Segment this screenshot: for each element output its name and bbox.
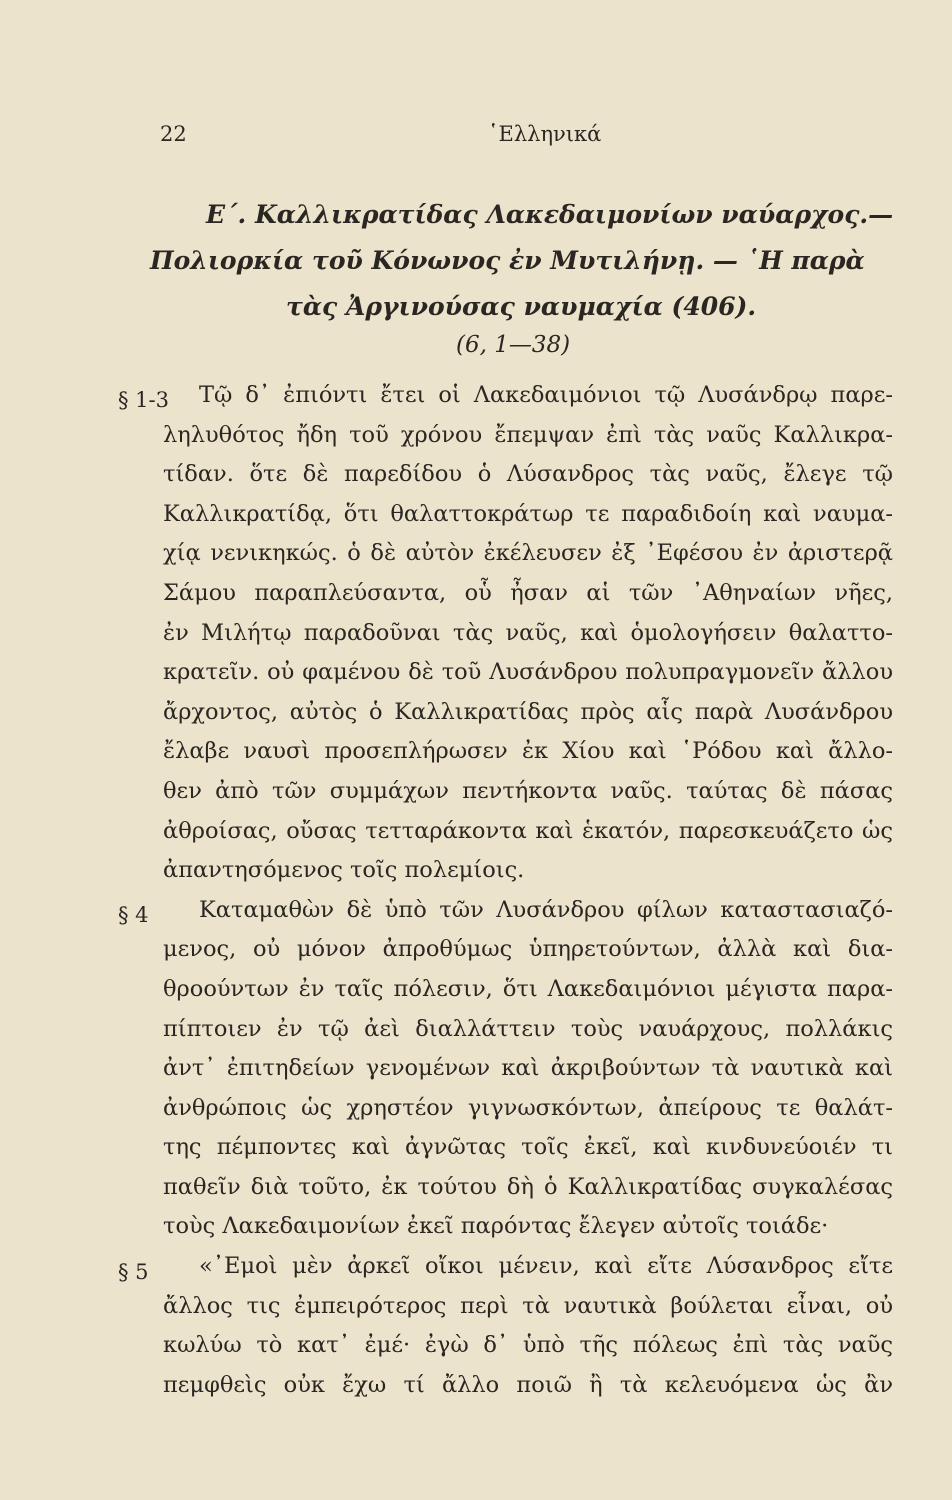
heading-line: Πολιορκία τοῦ Κόνωνος ἐν Μυτιλήνῃ. — ῾Η παρὰ bbox=[150, 246, 865, 275]
heading-line: Ε΄. Καλλικρατίδας Λακεδαιμονίων ναύαρχος.— bbox=[206, 200, 894, 229]
text-line: Σάμου παραπλεύσαντα, οὗ ἦσαν αἱ τῶν ᾿Αθηναίων νῆες, bbox=[163, 579, 893, 606]
text-line: θροούντων ἐν ταῖς πόλεσιν, ὅτι Λακεδαιμόνιοι μέγιστα παρα- bbox=[163, 975, 893, 1002]
text-line: ἀντ᾿ ἐπιτηδείων γενομένων καὶ ἀκριβούντων τὰ ναυτικὰ καὶ bbox=[163, 1055, 893, 1082]
text-line: Καταμαθὼν δὲ ὑπὸ τῶν Λυσάνδρου φίλων καταστασιαζό- bbox=[199, 896, 893, 923]
chapter-reference: (6, 1—38) bbox=[456, 332, 571, 358]
running-title: ῾Ελληνικά bbox=[488, 122, 602, 146]
section-marker: § 5 bbox=[118, 1260, 149, 1284]
text-line: τοὺς Λακεδαιμονίων ἐκεῖ παρόντας ἔλεγεν αὐτοῖς τοιάδε· bbox=[163, 1213, 829, 1240]
text-line: τίδαν. ὅτε δὲ παρεδίδου ὁ Λύσανδρος τὰς ναῦς, ἔλεγε τῷ bbox=[163, 461, 893, 488]
text-line: μενος, οὐ μόνον ἀπροθύμως ὑπηρετούντων, ἀλλὰ καὶ δια- bbox=[163, 936, 893, 963]
text-line: ἀθροίσας, οὔσας τετταράκοντα καὶ ἑκατόν, παρεσκευάζετο ὡς bbox=[163, 817, 893, 844]
text-line: Καλλικρατίδᾳ, ὅτι θαλαττοκράτωρ τε παραδιδοίη καὶ ναυμα- bbox=[163, 500, 893, 527]
section-marker: § 1-3 bbox=[118, 388, 169, 412]
text-line: κρατεῖν. οὐ φαμένου δὲ τοῦ Λυσάνδρου πολυπραγμονεῖν ἄλλου bbox=[163, 659, 893, 686]
text-line: πίπτοιεν ἐν τῷ ἀεὶ διαλλάττειν τοὺς ναυάρχους, πολλάκις bbox=[163, 1015, 893, 1042]
page-number: 22 bbox=[160, 122, 187, 146]
text-line: παθεῖν διὰ τοῦτο, ἐκ τούτου δὴ ὁ Καλλικρατίδας συγκαλέσας bbox=[163, 1173, 893, 1200]
section-marker: § 4 bbox=[118, 903, 149, 927]
text-line: ἄρχοντος, αὐτὸς ὁ Καλλικρατίδας πρὸς αἷς παρὰ Λυσάνδρου bbox=[163, 698, 893, 725]
text-line: θεν ἀπὸ τῶν συμμάχων πεντήκοντα ναῦς. ταύτας δὲ πάσας bbox=[163, 777, 893, 804]
text-line: ἄλλος τις ἐμπειρότερος περὶ τὰ ναυτικὰ βούλεται εἶναι, οὐ bbox=[163, 1292, 893, 1319]
text-line: «᾿Εμοὶ μὲν ἀρκεῖ οἴκοι μένειν, καὶ εἴτε Λύσανδρος εἴτε bbox=[199, 1253, 893, 1280]
text-line: χίᾳ νενικηκώς. ὁ δὲ αὐτὸν ἐκέλευσεν ἐξ ᾿Εφέσου ἐν ἀριστερᾷ bbox=[163, 540, 893, 567]
text-line: ληλυθότος ἤδη τοῦ χρόνου ἔπεμψαν ἐπὶ τὰς ναῦς Καλλικρα- bbox=[163, 421, 893, 448]
chapter-heading bbox=[150, 192, 895, 330]
text-line: κωλύω τὸ κατ᾿ ἐμέ· ἐγὼ δ᾿ ὑπὸ τῆς πόλεως ἐπὶ τὰς ναῦς bbox=[163, 1332, 893, 1359]
text-line: της πέμποντες καὶ ἀγνῶτας τοῖς ἐκεῖ, καὶ κινδυνεύοιέν τι bbox=[163, 1134, 893, 1161]
text-line: πεμφθεὶς οὐκ ἔχω τί ἄλλο ποιῶ ἢ τὰ κελευόμενα ὡς ἂν bbox=[163, 1371, 893, 1398]
body-text bbox=[163, 376, 893, 1405]
text-line: ἔλαβε ναυσὶ προσεπλήρωσεν ἐκ Χίου καὶ ῾Ρόδου καὶ ἄλλο- bbox=[163, 738, 893, 765]
text-line: ἀνθρώποις ὡς χρηστέον γιγνωσκόντων, ἀπείρους τε θαλάτ- bbox=[163, 1094, 893, 1121]
text-line: Τῷ δ᾿ ἐπιόντι ἔτει οἱ Λακεδαιμόνιοι τῷ Λυσάνδρῳ παρε- bbox=[199, 382, 893, 408]
heading-line: τὰς Ἀργινούσας ναυμαχία (406). bbox=[286, 292, 757, 321]
text-line: ἐν Μιλήτῳ παραδοῦναι τὰς ναῦς, καὶ ὁμολογήσειν θαλαττο- bbox=[163, 619, 893, 646]
text-line: ἀπαντησόμενος τοῖς πολεμίοις. bbox=[163, 857, 525, 884]
page-header bbox=[0, 122, 952, 158]
